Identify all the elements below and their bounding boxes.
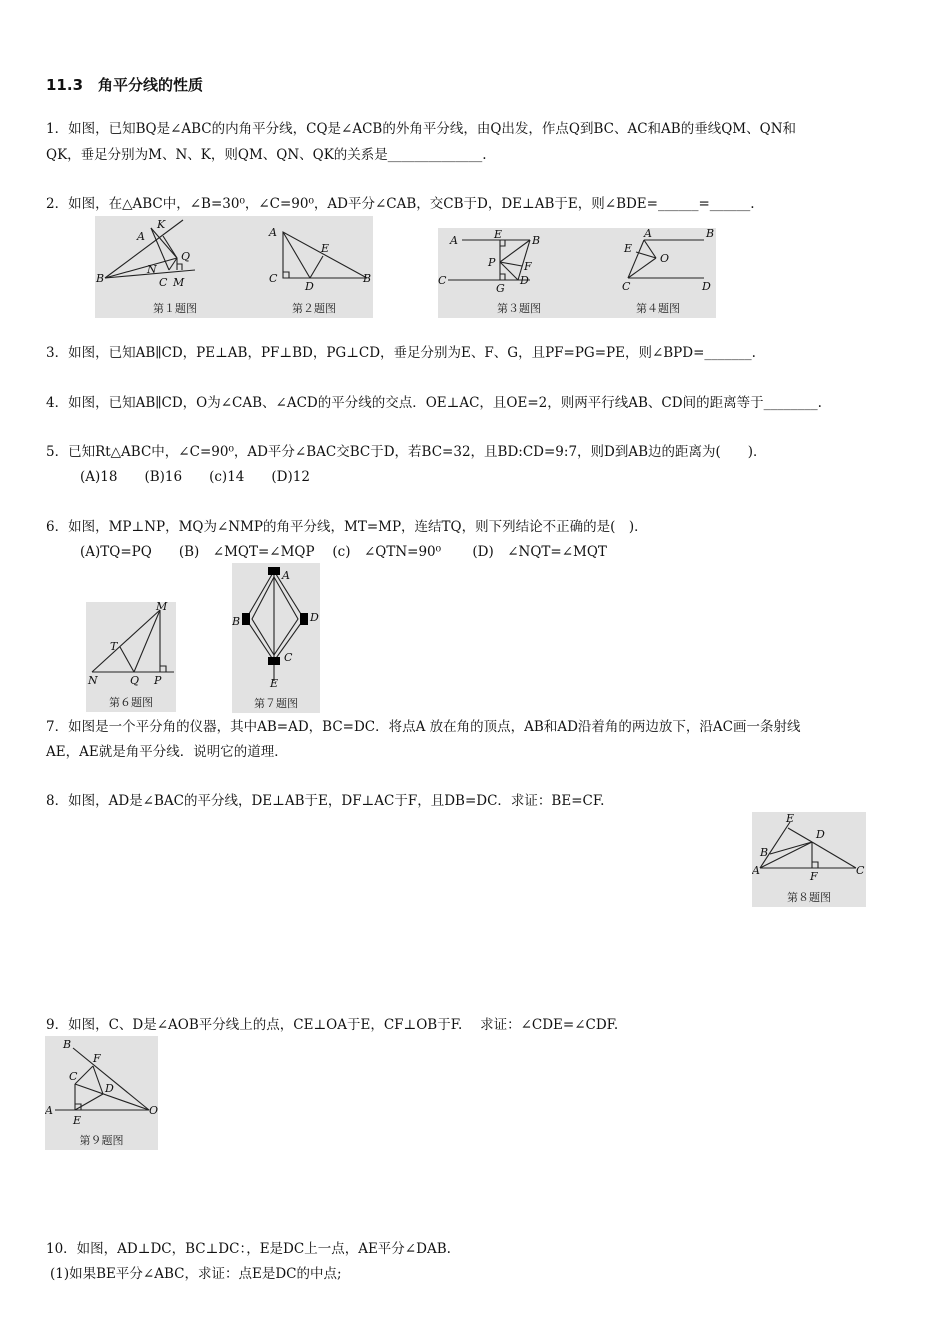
fig8-label-D: D: [816, 828, 825, 841]
fig9-label-F: F: [93, 1052, 101, 1065]
fig1-label-A: A: [137, 230, 145, 243]
fig8-label-A: A: [752, 864, 760, 877]
fig7-label-C: C: [284, 651, 293, 664]
q4-line1: 4．如图，已知AB∥CD，O为∠CAB、∠ACD的平分线的交点．OE⊥AC，且OE=2，则两平行线AB、CD间的距离等于________.: [46, 395, 822, 411]
fig1-label-K: K: [157, 218, 166, 231]
fig3-label-P: P: [488, 256, 496, 269]
fig4-label-E: E: [624, 242, 633, 255]
fig6-label-P: P: [154, 674, 162, 687]
fig9-label-B: B: [63, 1038, 72, 1051]
figure-4-caption: 第４题图: [636, 302, 680, 315]
fig2-label-A: A: [269, 226, 277, 239]
fig2-label-B: B: [363, 272, 372, 285]
fig1-label-Q: Q: [181, 250, 191, 263]
figure-8: [752, 812, 866, 907]
fig8-label-B: B: [760, 846, 769, 859]
fig3-label-B: B: [532, 234, 541, 247]
q5-line1: 5．已知Rt△ABC中，∠C=90⁰，AD平分∠BAC交BC于D，若BC=32，且BD:CD=9:7，则D到AB边的距离为( )．: [46, 444, 767, 460]
figure-6: [86, 602, 176, 712]
fig6-label-M: M: [156, 602, 168, 613]
fig3-label-C: C: [438, 274, 447, 287]
figure-9-caption: 第９题图: [79, 1134, 124, 1147]
fig6-label-T: T: [110, 640, 118, 653]
fig2-label-E: E: [321, 242, 330, 255]
q10-line1: 10．如图，AD⊥DC，BC⊥DC：，E是DC上一点，AE平分∠DAB.: [46, 1241, 451, 1257]
fig7-label-B: B: [232, 615, 241, 628]
figure-3: [438, 228, 600, 318]
fig3-label-G: G: [496, 282, 505, 295]
fig8-label-F: F: [810, 870, 818, 883]
fig2-label-D: D: [305, 280, 314, 293]
figure-8-caption: 第８题图: [787, 891, 831, 904]
q5-options: (A)18 (B)16 (c)14 (D)12: [80, 469, 310, 485]
q9-line1: 9．如图，C、D是∠AOB平分线上的点，CE⊥OA于E，CF⊥OB于F. 求证：∠CDE=∠CDF.: [46, 1017, 619, 1033]
fig7-label-E: E: [270, 677, 279, 690]
fig9-label-C: C: [69, 1070, 78, 1083]
q8-line1: 8．如图，AD是∠BAC的平分线，DE⊥AB于E，DF⊥AC于F，且DB=DC．求证：BE=CF.: [46, 793, 605, 809]
figure-9: [45, 1036, 158, 1150]
fig1-label-M: M: [173, 276, 185, 289]
figure-1-caption: 第１题图: [153, 302, 197, 315]
fig6-label-Q: Q: [130, 674, 140, 687]
fig3-label-D: D: [520, 274, 529, 287]
fig4-label-C: C: [622, 280, 631, 293]
fig1-label-B: B: [96, 272, 105, 285]
fig7-label-A: A: [282, 569, 290, 582]
q7-line1: 7．如图是一个平分角的仪器，其中AB=AD，BC=DC．将点A 放在角的顶点，AB和AD沿着角的两边放下，沿AC画一条射线: [46, 719, 801, 735]
fig9-label-O: O: [149, 1104, 158, 1117]
fig1-label-C: C: [159, 276, 168, 289]
fig2-label-C: C: [269, 272, 278, 285]
fig4-label-B: B: [706, 228, 715, 240]
fig7-label-D: D: [310, 611, 319, 624]
figure-2-caption: 第２题图: [292, 302, 336, 315]
q7-line2: AE，AE就是角平分线．说明它的道理．: [46, 744, 288, 760]
q2-line1: 2．如图，在△ABC中，∠B=30⁰，∠C=90⁰，AD平分∠CAB，交CB于D，DE⊥AB于E，则∠BDE=______=______.: [46, 196, 755, 212]
figure-6-caption: 第６题图: [109, 696, 153, 709]
fig4-label-A: A: [644, 228, 652, 240]
fig8-label-C: C: [856, 864, 865, 877]
q3-line1: 3．如图，已知AB∥CD，PE⊥AB，PF⊥BD，PG⊥CD，垂足分别为E、F、G，且PF=PG=PE，则∠BPD=_______.: [46, 345, 756, 361]
q6-options: (A)TQ=PQ (B) ∠MQT=∠MQP (c) ∠QTN=90⁰ (D) ∠NQT=∠MQT: [80, 544, 607, 560]
fig3-label-E: E: [494, 228, 503, 241]
fig9-label-D: D: [105, 1082, 114, 1095]
fig4-label-O: O: [660, 252, 670, 265]
fig9-label-A: A: [45, 1104, 53, 1117]
fig9-label-E: E: [73, 1114, 82, 1127]
q6-line1: 6．如图，MP⊥NP，MQ为∠NMP的角平分线，MT=MP，连结TQ，则下列结论不正确的是( )．: [46, 519, 648, 535]
page-title: 11.3 角平分线的性质: [46, 76, 204, 94]
figure-7: [232, 563, 320, 713]
fig3-label-A: A: [450, 234, 458, 247]
figure-2: [255, 216, 373, 318]
figure-3-caption: 第３题图: [497, 302, 541, 315]
q10-sub1: (1)如果BE平分∠ABC，求证：点E是DC的中点;: [50, 1266, 342, 1282]
q1-line1: 1．如图，已知BQ是∠ABC的内角平分线，CQ是∠ACB的外角平分线，由Q出发，作点Q到BC、AC和AB的垂线QM、QN和: [46, 121, 797, 137]
q1-line2: QK，垂足分别为M、N、K，则QM、QN、QK的关系是______________.: [46, 147, 487, 163]
fig4-label-D: D: [702, 280, 711, 293]
fig1-label-N: N: [147, 263, 157, 276]
fig6-label-N: N: [88, 674, 98, 687]
figure-7-caption: 第７题图: [254, 697, 298, 710]
fig8-label-E: E: [786, 812, 795, 825]
figure-4: [600, 228, 716, 318]
figure-1: [95, 216, 255, 318]
fig3-label-F: F: [524, 260, 532, 273]
